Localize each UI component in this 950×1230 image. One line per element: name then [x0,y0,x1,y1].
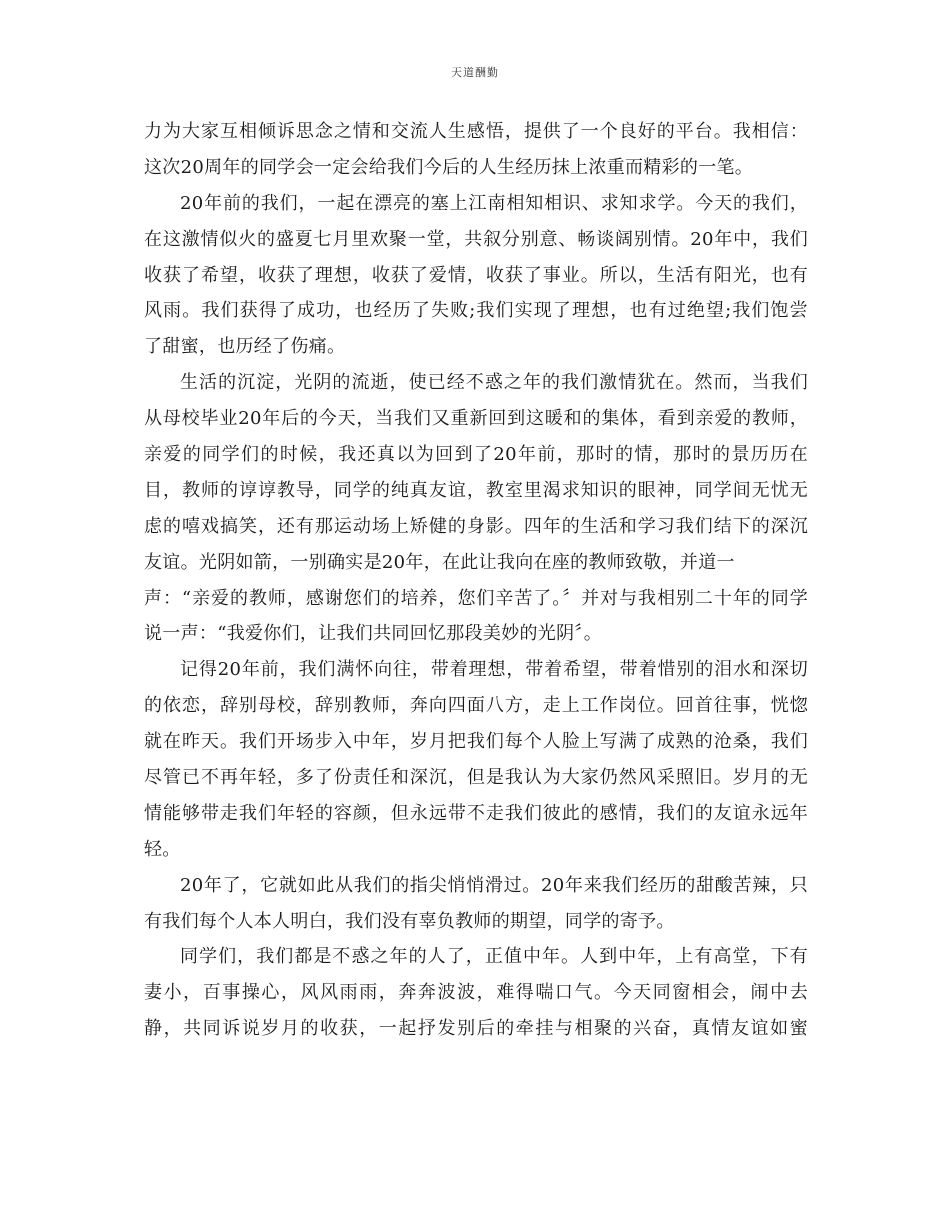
text-line: 风雨。我们获得了成功，也经历了失败;我们实现了理想，也有过绝望;我们饱尝 [144,300,808,322]
text-line: 轻。 [144,838,181,860]
text-line: 力为大家互相倾诉思念之情和交流人生感悟，提供了一个良好的平台。我相信： [144,121,808,142]
text-line: 就在昨天。我们开场步入中年，岁月把我们每个人脸上写满了成熟的沧桑，我们 [144,731,808,753]
text-line: 20年了，它就如此从我们的指尖悄悄滑过。20年来我们经历的甜酸苦辣，只 [180,874,808,896]
text-line: 在这激情似火的盛夏七月里欢聚一堂，共叙分别意、畅谈阔别情。20年中，我们 [144,228,808,250]
text-line: 友谊。光阴如箭，一别确实是20年，在此让我向在座的教师致敬，并道一 [144,551,735,573]
text-line: 亲爱的同学们的时候，我还真以为回到了20年前，那时的情，那时的景历历在 [144,444,808,466]
text-line: 尽管已不再年轻，多了份责任和深沉，但是我认为大家仍然风采照旧。岁月的无 [144,767,808,789]
text-line: 静，共同诉说岁月的收获，一起抒发别后的牵挂与相聚的兴奋，真情友谊如蜜 [144,1018,808,1040]
text-line: 虑的嘻戏搞笑，还有那运动场上矫健的身影。四年的生活和学习我们结下的深沉 [144,515,808,537]
text-line: 说一声：“我爱你们，让我们共同回忆那段美妙的光阴〞。 [144,623,602,645]
text-line: 从母校毕业20年后的今天，当我们又重新回到这暖和的集体，看到亲爱的教师， [144,408,808,430]
text-line: 目，教师的谆谆教导，同学的纯真友谊，教室里渴求知识的眼神，同学间无忧无 [144,479,808,501]
text-line: 这次20周年的同学会一定会给我们今后的人生经历抹上浓重而精彩的一笔。 [144,156,754,178]
document-body [144,114,808,1047]
text-line: 有我们每个人本人明白，我们没有辜负教师的期望，同学的寄予。 [144,910,675,932]
text-line: 收获了希望，收获了理想，收获了爱情，收获了事业。所以，生活有阳光，也有 [144,264,808,286]
text-line: 情能够带走我们年轻的容颜，但永远带不走我们彼此的感情，我们的友谊永远年 [144,802,808,824]
text-line: 记得20年前，我们满怀向往，带着理想，带着希望，带着惜别的泪水和深切 [180,659,808,681]
text-line: 生活的沉淀，光阴的流逝，使已经不惑之年的我们激情犹在。然而，当我们 [180,372,808,394]
text-line: 20年前的我们，一起在漂亮的塞上江南相知相识、求知求学。今天的我们， [180,192,808,214]
page-header: 天道酬勤 [451,66,499,79]
text-line: 的依恋，辞别母校，辞别教师，奔向四面八方，走上工作岗位。回首往事，恍惚 [144,695,808,717]
text-line: 了甜蜜，也历经了伤痛。 [144,336,346,358]
text-line: 同学们，我们都是不惑之年的人了，正值中年。人到中年，上有高堂，下有 [180,946,808,968]
text-line: 声：“亲爱的教师，感谢您们的培养，您们辛苦了。〞并对与我相别二十年的同学 [144,587,808,609]
text-line: 妻小，百事操心，风风雨雨，奔奔波波，难得喘口气。今天同窗相会，闹中去 [144,982,808,1004]
